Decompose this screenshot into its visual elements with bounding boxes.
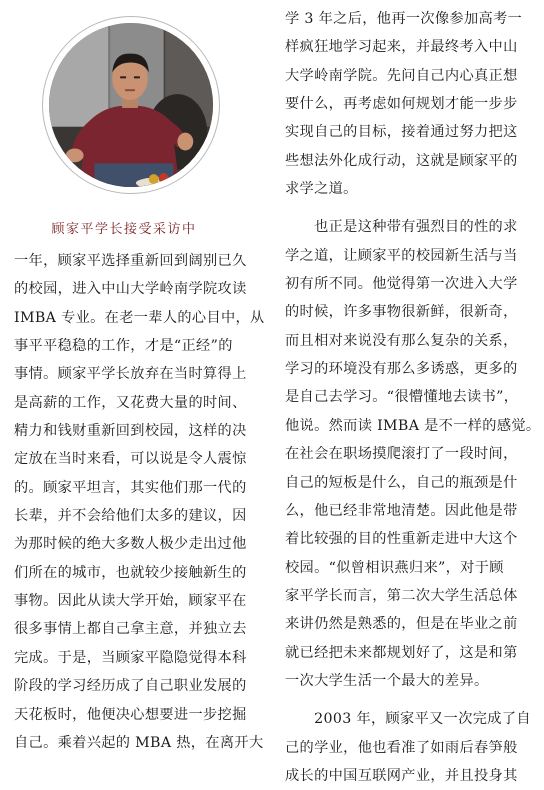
interview-photo-frame	[42, 16, 220, 194]
text-line: 一次大学生活一个最大的差异。	[285, 672, 489, 689]
text-line: 自己的短板是什么，自己的瓶颈是什	[285, 474, 518, 491]
photo-caption: 顾家平学长接受采访中	[51, 222, 197, 237]
text-line: 着比较强的目的性重新走进中大这个	[285, 531, 518, 548]
text-line: 初有所不同。他觉得第一次进入大学	[285, 276, 518, 293]
text-line: 在社会在职场摸爬滚打了一段时间，	[285, 446, 518, 463]
text-line: 们所在的城市，也就较少接触新生的	[14, 564, 247, 581]
right-column-text	[285, 5, 541, 790]
text-line: 事平平稳稳的工作，才是“正经”的	[14, 338, 233, 355]
text-line: 天花板时，他便决心想要进一步挖掘	[14, 706, 247, 723]
left-column-text	[14, 247, 265, 757]
interview-photo	[49, 23, 213, 187]
text-line: 自己。乘着兴起的 MBA 热，在离开大	[14, 734, 264, 751]
text-line: 大学岭南学院。先问自己内心真正想	[285, 67, 518, 84]
text-line: 学习的环境没有那么多诱惑，更多的	[285, 361, 518, 378]
text-line: 些想法外化成行动，这就是顾家平的	[285, 152, 518, 169]
paragraph	[285, 705, 533, 790]
text-line: 事物。因此从读大学开始，顾家平在	[14, 593, 247, 610]
text-line: 要什么，再考虑如何规划才能一步步	[285, 96, 518, 113]
text-line: 为那时候的绝大多数人极少走出过他	[14, 536, 247, 553]
text-line: 校园。“似曾相识燕归来”，对于顾	[285, 559, 504, 576]
text-line: 学之道，让顾家平的校园新生活与当	[285, 247, 518, 264]
text-line: 2003 年，顾家平又一次完成了自	[285, 711, 531, 728]
text-line: 一年，顾家平选择重新回到阔别已久	[14, 253, 247, 269]
text-line: 求学之道。	[285, 181, 358, 198]
paragraph-gap	[285, 695, 533, 705]
paragraph	[285, 213, 541, 695]
text-line: 是高薪的工作，又花费大量的时间、	[14, 394, 247, 411]
text-line: 也正是这种带有强烈目的性的求	[285, 219, 518, 236]
text-line: 精力和钱财重新回到校园，这样的决	[14, 423, 247, 440]
text-line: 他说。然而读 IMBA 是不一样的感觉。	[285, 417, 541, 434]
text-line: IMBA 专业。在老一辈人的心目中，从	[14, 309, 265, 326]
text-line: 学 3 年之后，他再一次像参加高考一	[285, 11, 523, 27]
text-line: 成长的中国互联网产业，并且投身其	[285, 767, 518, 784]
text-line: 来讲仍然是熟悉的，但是在毕业之前	[285, 616, 518, 633]
text-line: 的校园，进入中山大学岭南学院攻读	[14, 281, 247, 298]
text-line: 很多事情上都自己拿主意，并独立去	[14, 621, 247, 638]
paragraph	[285, 5, 533, 203]
text-line: 家平学长而言，第二次大学生活总体	[285, 587, 518, 604]
text-line: 事情。顾家平学长放弃在当时算得上	[14, 366, 247, 383]
text-line: 的。顾家平坦言，其实他们那一代的	[14, 479, 247, 496]
text-line: 的时候，许多事物很新鲜，很新奇，	[285, 304, 518, 321]
text-line: 而且相对来说没有那么复杂的关系，	[285, 332, 518, 349]
text-line: 是自己去学习。“很懵懂地去读书”，	[285, 389, 519, 406]
text-line: 阶段的学习经历成了自己职业发展的	[14, 678, 247, 695]
text-line: 么，他已经非常地清楚。因此他是带	[285, 502, 518, 519]
text-line: 实现自己的目标，接着通过努力把这	[285, 124, 518, 141]
text-line: 定放在当时来看，可以说是令人震惊	[14, 451, 247, 468]
text-line: 完成。于是，当顾家平隐隐觉得本科	[14, 649, 247, 666]
text-line: 长辈，并不会给他们太多的建议，因	[14, 508, 247, 525]
text-line: 己的学业，他也看准了如雨后春笋般	[285, 739, 518, 756]
text-line: 就已经把未来都规划好了，这是和第	[285, 644, 518, 661]
paragraph-gap	[285, 203, 533, 213]
text-line: 样疯狂地学习起来，并最终考入中山	[285, 39, 518, 56]
